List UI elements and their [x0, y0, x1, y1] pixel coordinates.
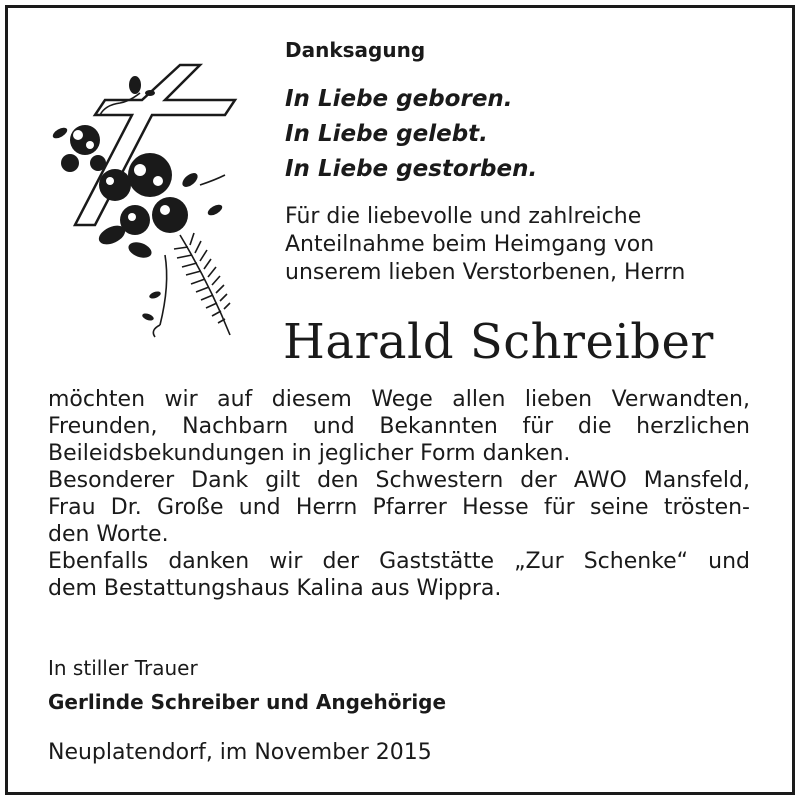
- body-line: Freunden, Nachbarn und Bekannten für die herzlichen: [48, 414, 750, 439]
- motto-line: In Liebe gelebt.: [285, 121, 488, 147]
- cross-with-roses-icon: [40, 55, 250, 345]
- deceased-name: Harald Schreiber: [283, 314, 714, 370]
- body-line: Ebenfalls danken wir der Gaststätte „Zur Schenke“ und: [48, 549, 750, 574]
- body-line: Besonderer Dank gilt den Schwestern der AWO Mansfeld,: [48, 468, 750, 493]
- motto-line: In Liebe geboren.: [285, 86, 513, 112]
- place-date: Neuplatendorf, im November 2015: [48, 740, 432, 765]
- body-line: dem Bestattungshaus Kalina aus Wippra.: [48, 576, 502, 601]
- signature: Gerlinde Schreiber und Angehörige: [48, 690, 447, 714]
- intro-line: Für die liebevolle und zahlreiche: [285, 204, 642, 229]
- motto: [285, 82, 537, 187]
- notice-heading: Danksagung: [285, 38, 426, 62]
- intro-text: [285, 203, 755, 287]
- thanks-text: [48, 386, 750, 602]
- body-line: Frau Dr. Große und Herrn Pfarrer Hesse für seine trösten-: [48, 495, 750, 520]
- body-line: den Worte.: [48, 522, 169, 547]
- mourning-line: In stiller Trauer: [48, 656, 198, 680]
- intro-line: unserem lieben Verstorbenen, Herrn: [285, 260, 686, 285]
- body-line: möchten wir auf diesem Wege allen lieben Verwandten,: [48, 387, 750, 412]
- intro-line: Anteilnahme beim Heimgang von: [285, 232, 655, 257]
- motto-line: In Liebe gestorben.: [285, 156, 538, 182]
- body-line: Beileidsbekundungen in jeglicher Form danken.: [48, 441, 571, 466]
